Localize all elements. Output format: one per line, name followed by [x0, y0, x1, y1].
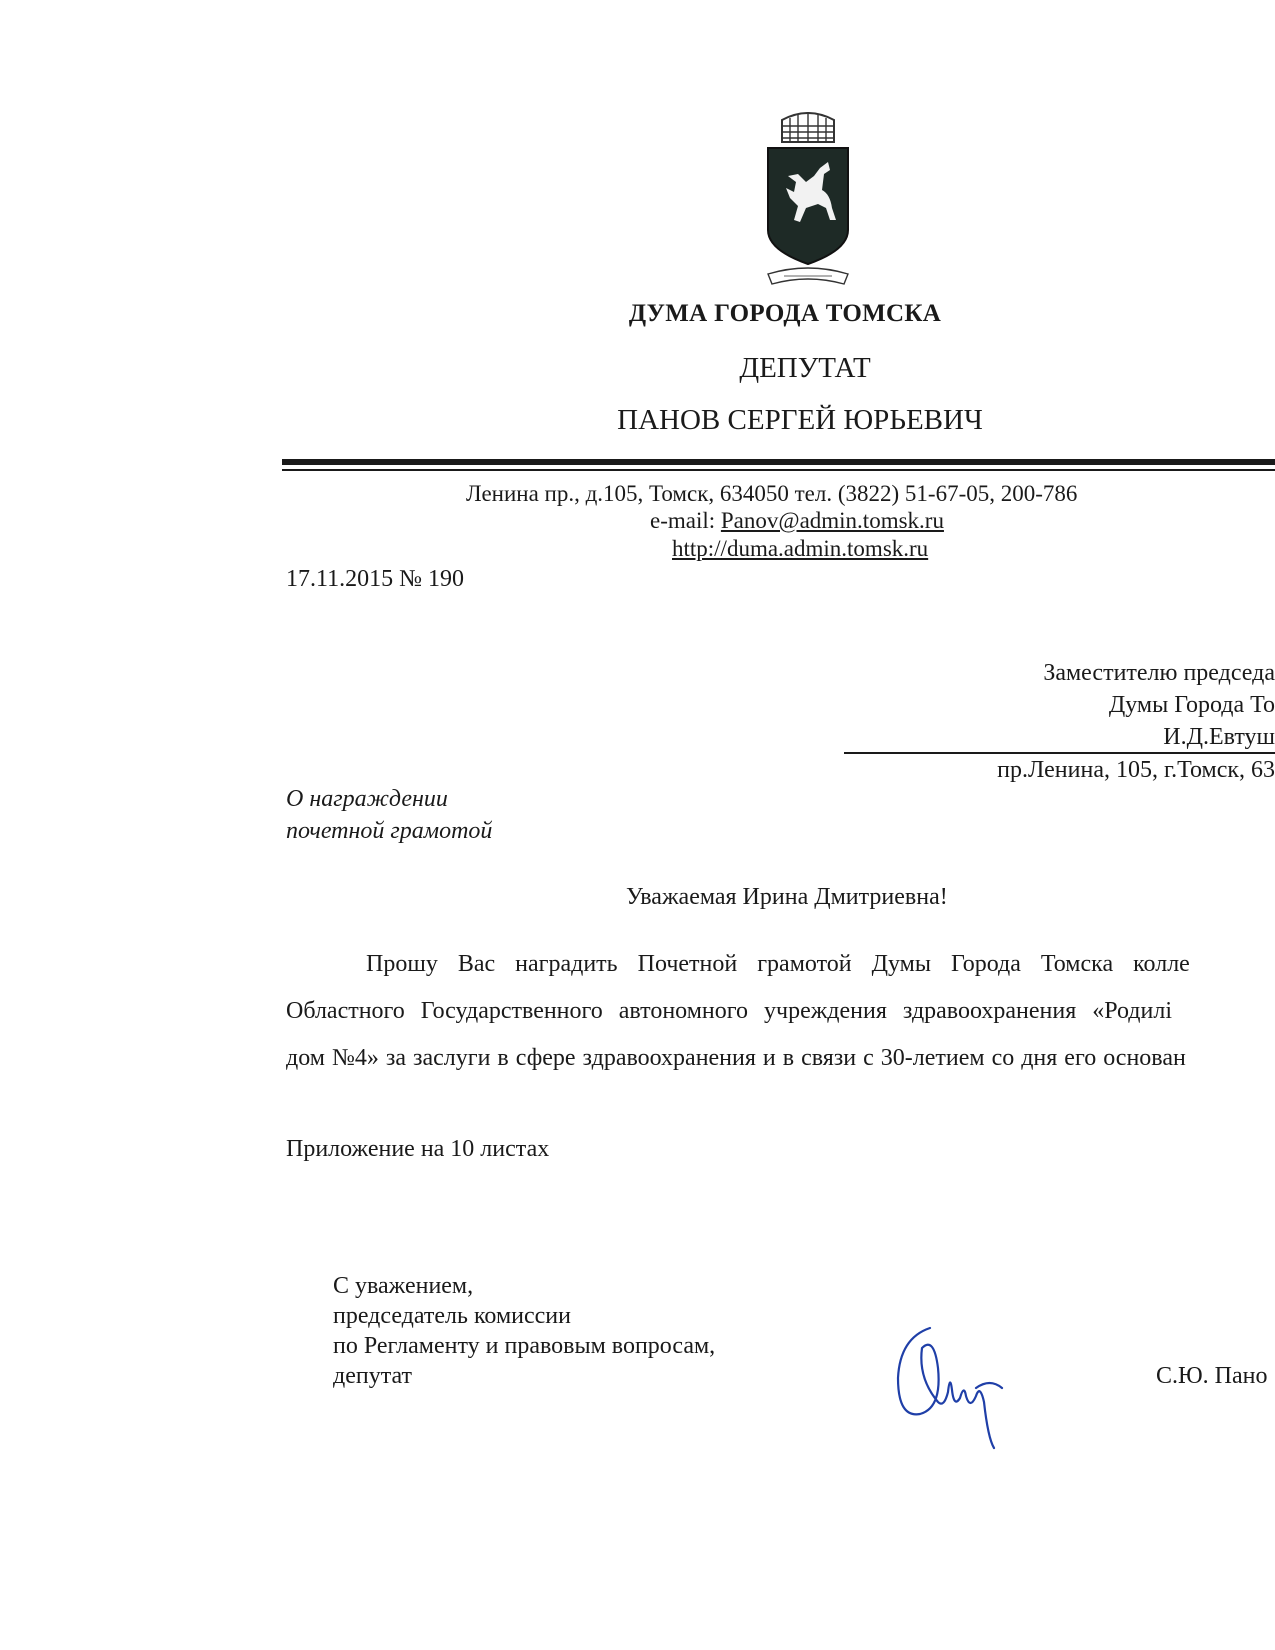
closing-line: председатель комиссии [333, 1303, 571, 1329]
body-text-line: Областного Государственного автономного учреждения здравоохранения «Родилі [286, 998, 1173, 1024]
addressee-rule [844, 752, 1275, 754]
attachment-note: Приложение на 10 листах [286, 1136, 550, 1162]
organization-title: ДУМА ГОРОДА ТОМСКА [628, 300, 942, 327]
contact-email-line [650, 508, 944, 534]
email-label: e-mail: [650, 508, 721, 533]
email-link[interactable]: Panov@admin.tomsk.ru [720, 508, 944, 533]
addressee-line: Заместителю председа [1043, 660, 1275, 686]
closing-line: С уважением, [333, 1273, 474, 1299]
addressee-line: И.Д.Евтуш [1163, 724, 1275, 750]
website-link[interactable]: http://duma.admin.tomsk.ru [672, 536, 929, 561]
document-reference: 17.11.2015 № 190 [286, 566, 465, 592]
subject-line: почетной грамотой [286, 818, 493, 844]
salutation: Уважаемая Ирина Дмитриевна! [626, 884, 948, 910]
closing-line: депутат [333, 1363, 413, 1389]
person-title: ПАНОВ СЕРГЕЙ ЮРЬЕВИЧ [617, 404, 983, 436]
letterhead-rule-thin [282, 469, 1275, 471]
coat-of-arms-emblem [760, 112, 856, 292]
closing-line: по Регламенту и правовым вопросам, [333, 1333, 716, 1359]
signature [890, 1318, 1030, 1458]
contact-address-phone: Ленина пр., д.105, Томск, 634050 тел. (3822) 51-67-05, 200-786 [466, 481, 1078, 506]
tomsk-coat-of-arms-icon [760, 112, 856, 292]
body-text-line: Прошу Вас наградить Почетной грамотой Думы Города Томска колле [366, 951, 1190, 977]
signer-name: С.Ю. Пано [1156, 1363, 1268, 1389]
body-text-line: дом №4» за заслуги в сфере здравоохранения и в связи с 30-летием со дня его основан [286, 1045, 1186, 1071]
letterhead-rule-thick [282, 459, 1275, 465]
handwritten-signature-icon [890, 1318, 1030, 1458]
addressee-line: Думы Города То [1108, 692, 1275, 718]
role-title: ДЕПУТАТ [739, 352, 871, 384]
subject-line: О награждении [286, 786, 448, 812]
addressee-address: пр.Ленина, 105, г.Томск, 63 [997, 757, 1275, 783]
